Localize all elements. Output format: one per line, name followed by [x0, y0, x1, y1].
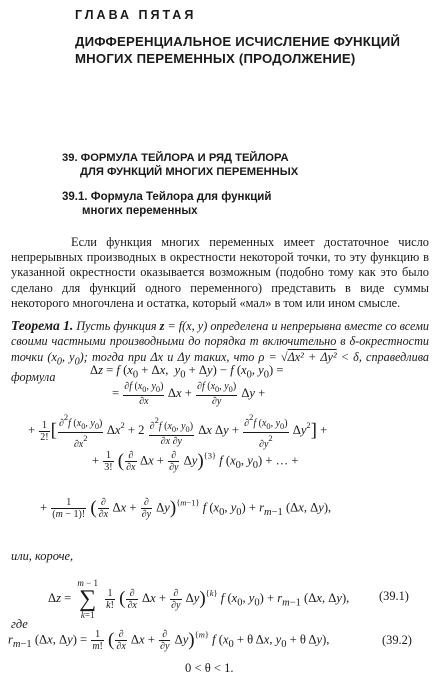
- subsection-title-line-1: 39.1. Формула Тейлора для функций: [62, 191, 272, 203]
- chapter-label: ГЛАВА ПЯТАЯ: [75, 8, 197, 22]
- theorem-point-formula: ($x_0$, $y_0$): [47, 349, 84, 368]
- formula-line-5: + $\frac{1}{(m - 1)!}$ ( $\frac{\partial}{\partial x}$ Δx + $\frac{\partial}{\partial y}$ Δy)$^{\{m-1\}}$ f ($x_0$, $y_0) + r_{m-1}$ (Δx, Δy),: [40, 497, 332, 520]
- chapter-title: ДИФФЕРЕНЦИАЛЬНОЕ ИСЧИСЛЕНИЕ ФУНКЦИЙ МНОГИХ ПЕРЕМЕННЫХ (ПРОДОЛЖЕНИЕ): [75, 34, 401, 66]
- intro-paragraph: Если функция многих переменных имеет достаточное число непрерывных производных в окрестности некоторой точки, то эту функцию в указанной окрестности оказывается возможным (подобно тому как это было сделано для функций одного переменного) представить в виде суммы некоторого многочлена и остатка, который «мал» в том или ином смысле.: [11, 235, 429, 310]
- text-ili-koroche: или, короче,: [11, 549, 74, 563]
- formula-line-4: + $\frac{1}{3!}$ ( $\frac{\partial}{\partial x}$ Δx + $\frac{\partial}{\partial y}$ Δy)$^{\{3\}}$ f ($x_0$, $y_0$) + … +: [92, 450, 299, 473]
- theorem-function-formula: z = f(x, y): [159, 319, 208, 333]
- theorem-text-3: ; тогда при Δx и Δy таких, что: [83, 349, 255, 364]
- theorem-text-4: , справедлива формула: [11, 349, 429, 384]
- formula-short-form: Δz = m − 1 ∑ k=1 $\frac{1}{k!}$ ( $\frac{\partial}{\partial x}$ Δx + $\frac{\partial}{\partial y}$ Δy)$^{\{k\}}$ f ($x_0$, $y_0) + r_{m-1}$ (Δx, Δy),: [48, 578, 350, 620]
- subsection-title: [62, 190, 362, 218]
- theta-condition: 0 < θ < 1.: [185, 661, 234, 675]
- theorem-text-2: определена и непрерывна вместе со всеми своими частными производными до порядка m включительно в δ-окрестности точки: [11, 319, 430, 364]
- section-title: [62, 151, 382, 179]
- text-gde: где: [11, 617, 28, 631]
- section-title-line-1: 39. ФОРМУЛА ТЕЙЛОРА И РЯД ТЕЙЛОРА: [62, 152, 289, 164]
- formula-remainder: $r_{m-1}$ (Δx, Δy) = $\frac{1}{m!}$ ( $\frac{\partial}{\partial x}$ Δx + $\frac{\partial}{\partial y}$ Δy)$^{\{m\}}$ f ($x_0 + \theta$ Δx, $y_0 + \theta$ Δy),: [8, 629, 330, 652]
- subsection-title-line-2: многих переменных: [82, 205, 198, 217]
- theorem-rho-formula: ρ = √Δx² + Δy² < δ: [258, 349, 359, 364]
- formula-line-2: = $\frac{\partial f (x_0, y_0)}{\partial x}$ Δx + $\frac{\partial f (x_0, y_0)}{\partial y}$ Δy +: [112, 381, 266, 407]
- section-title-line-2: ДЛЯ ФУНКЦИЙ МНОГИХ ПЕРЕМЕННЫХ: [80, 166, 299, 178]
- equation-number-39-1: (39.1): [379, 589, 409, 603]
- equation-number-39-2: (39.2): [382, 633, 412, 647]
- formula-line-3: + $\frac{1}{2!}$ [ $\frac{\partial^2f (x_0, y_0)}{\partial x^2}$ $\Delta x^2 + 2$ $\frac{\partial^2f (x_0, y_0)}{\partial x \partial y}$ Δx Δy + $\frac{\partial^2f (x_0, y_0)}{\partial y^2}$ $\Delta y^2$] +: [28, 412, 328, 450]
- formula-line-1: Δz = f ($x_0 + \Delta x$, $y_0 + \Delta y) - f$ ($x_0$, $y_0$) =: [90, 363, 284, 381]
- theorem-label: Теорема 1.: [11, 318, 74, 333]
- theorem-text-1: Пусть функция: [76, 319, 157, 333]
